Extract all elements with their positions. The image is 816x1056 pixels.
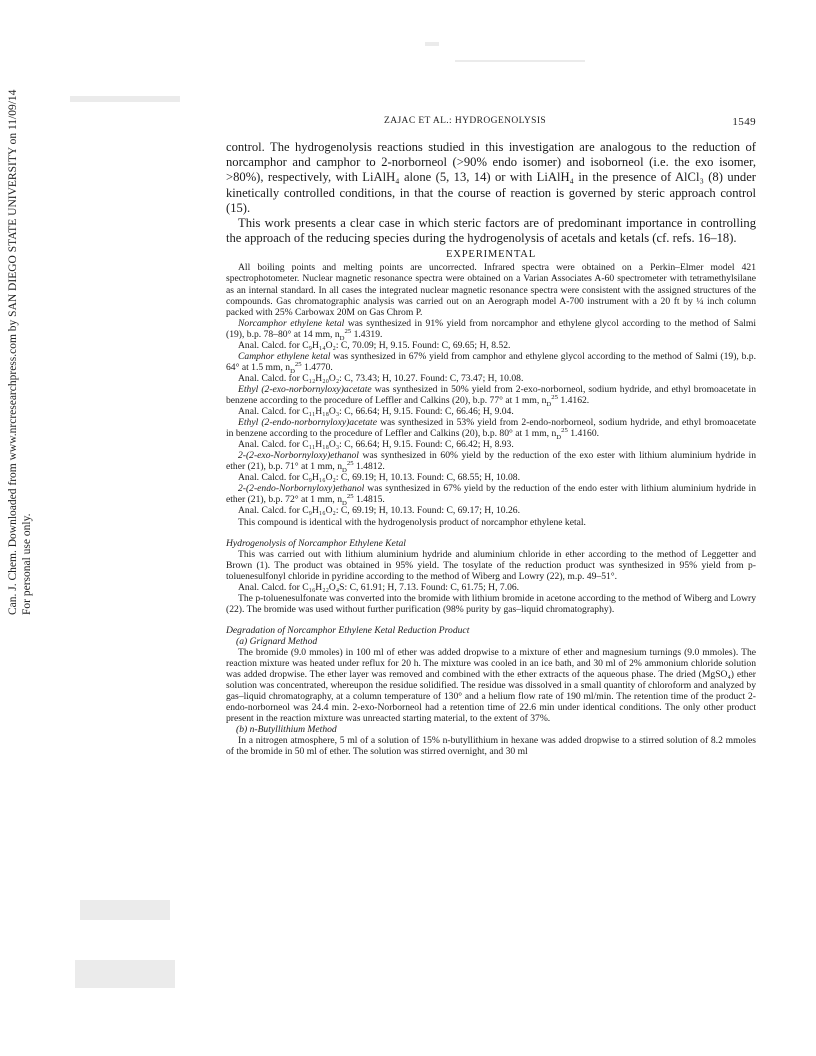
section-heading-hydrogenolysis: Hydrogenolysis of Norcamphor Ethylene Ketal <box>226 537 406 549</box>
general-methods: All boiling points and melting points are uncorrected. Infrared spectra were obtained on a Perkin–Elmer model 421 spectrophotometer. Nuclear magnetic resonance spectra were obtained on a Varian Associates A-60 spectrometer with tetramethylsilane as an internal standard. In all cases the integrated nuclear magnetic resonance spectra were consistent with the assigned structures of the compounds. Gas chromatographic analysis was carried out on an Aerograph model A-700 instrument with a 20 ft by ¼ inch column packed with 25% Carbowax 20M on Gas Chrom P. <box>226 262 756 318</box>
compound-name: Camphor ethylene ketal <box>238 350 331 362</box>
subsection-heading-b: (b) n-Butyllithium Method <box>236 724 337 736</box>
running-head: ZAJAC ET AL.: HYDROGENOLYSIS <box>384 116 547 126</box>
compound-prep: was synthesized in 67% yield from camphor and ethylene glycol according to the method of Salmi (19), b.p. 64° at 1.5 mm, n <box>226 350 756 373</box>
scan-speck <box>80 900 170 920</box>
compound-analysis: Anal. Calcd. for C₉H₁₆O₂: C, 69.19; H, 10.13. Found: C, 69.17; H, 10.26. <box>238 505 520 517</box>
compound-entry: 2-(2-endo-Norbornyloxy)ethanol was synthesized in 67% yield by the reduction of the endo ester with lithium aluminium hydride in ether (21), b.p. 72° at 1 mm, $n_D^{25}$ 1.4815. Anal. Calcd. for C₉H₁₆O₂: C, 69.19; H, 10.13. Found: C, 69.17; H, 10.26. This compound is identical with the hydrogenolysis product of norcamphor ethylene ketal. <box>226 483 756 528</box>
subsection-heading-a: (a) Grignard Method <box>236 635 318 647</box>
watermark-line-1: Can. J. Chem. Downloaded from www.nrcresearchpress.com by SAN DIEGO STATE UNIVERSITY on 11/09/14 <box>7 89 19 615</box>
section-heading-degradation: Degradation of Norcamphor Ethylene Ketal Reduction Product <box>226 624 470 636</box>
compound-name: Ethyl (2-endo-norbornyloxy)acetate <box>238 417 377 429</box>
butyllithium-paragraph: In a nitrogen atmosphere, 5 ml of a solution of 15% n-butyllithium in hexane was added dropwise to a stirred solution of 8.2 mmoles of the bromide in 50 ml of ether. The solution was stirred overnight, and 30 ml <box>226 735 756 758</box>
scan-speck <box>75 960 175 988</box>
compound-name: Norcamphor ethylene ketal <box>238 317 345 329</box>
compound-name: 2-(2-exo-Norbornyloxy)ethanol <box>238 450 359 462</box>
scan-speck <box>70 96 180 102</box>
hydrogenolysis-paragraph-2: The p-toluenesulfonate was converted into the bromide with lithium bromide in acetone according to the method of Wiberg and Lowry (22). The bromide was used without further purification (98% purity by gas–liquid chromatography). <box>226 592 756 615</box>
compound-analysis: Anal. Calcd. for C₉H₁₆O₂: C, 69.19; H, 10.13. Found: C, 68.55; H, 10.08. <box>238 472 520 484</box>
compound-prep: was synthesized in 91% yield from norcamphor and ethylene glycol according to the method of Salmi (19), b.p. 78–80° at 14 mm, n <box>226 317 756 340</box>
section-heading-experimental: EXPERIMENTAL <box>446 249 536 261</box>
article-body <box>226 140 756 757</box>
intro-paragraph-2: This work presents a clear case in which steric factors are of predominant importance in controlling the approach of the reducing species during the hydrogenolysis of acetals and ketals (cf. refs. 16–18). <box>226 216 756 246</box>
scan-speck <box>425 42 439 46</box>
compound-analysis: Anal. Calcd. for C₉H₁₄O₂: C, 70.09; H, 9.15. Found: C, 69.65; H, 8.52. <box>238 339 511 351</box>
grignard-paragraph: The bromide (9.0 mmoles) in 100 ml of ether was added dropwise to a mixture of ether and magnesium turnings (9.0 mmoles). The reaction mixture was heated under reflux for 20 h. The mixture was cooled in an ice bath, and 30 ml of 2% ammonium chloride solution was added dropwise. The ether layer was removed and combined with the ether extracts of the aqueous phase. The dried (MgSO₄) ether solution was concentrated, whereupon the residue solidified. The residue was dissolved in a small quantity of chloroform and analyzed by gas–liquid chromatography, at a column temperature of 130° and a helium flow rate of 190 ml/min. The retention time of the product 2-endo-norborneol was 24.4 min. 2-exo-Norborneol had a retention time of 22.6 min under identical conditions. The only other product present in the reaction mixture was unreacted starting material, to the extent of 37%. <box>226 646 756 725</box>
compound-prep: was synthesized in 60% yield by the reduction of the exo ester with lithium aluminium hydride in ether (21), b.p. 71° at 1 mm, n <box>226 450 756 473</box>
compound-prep: was synthesized in 67% yield by the reduction of the endo ester with lithium aluminium hydride in ether (21), b.p. 72° at 1 mm, n <box>226 483 756 506</box>
compound-analysis: Anal. Calcd. for C₁₁H₁₈O₃: C, 66.64; H, 9.15. Found: C, 66.46; H, 9.04. <box>238 406 514 418</box>
compound-note: This compound is identical with the hydrogenolysis product of norcamphor ethylene ketal. <box>238 516 586 528</box>
compound-entry: Ethyl (2-endo-norbornyloxy)acetate was synthesized in 53% yield from 2-endo-norborneol, sodium hydride, and ethyl bromoacetate in benzene according to the procedure of Leffler and Calkins (20), b.p. 80° at 1 mm, $n_D^{25}$ 1.4160. Anal. Calcd. for C₁₁H₁₈O₃: C, 66.64; H, 9.15. Found: C, 66.42; H, 8.93. <box>226 417 756 451</box>
scan-speck <box>455 60 585 62</box>
compound-entry: 2-(2-exo-Norbornyloxy)ethanol was synthesized in 60% yield by the reduction of the exo ester with lithium aluminium hydride in ether (21), b.p. 71° at 1 mm, $n_D^{25}$ 1.4812. Anal. Calcd. for C₉H₁₆O₂: C, 69.19; H, 10.13. Found: C, 68.55; H, 10.08. <box>226 450 756 484</box>
compound-list <box>226 318 756 528</box>
compound-analysis: Anal. Calcd. for C₁₁H₁₈O₃: C, 66.64; H, 9.15. Found: C, 66.42; H, 8.93. <box>238 439 514 451</box>
compound-entry: Ethyl (2-exo-norbornyloxy)acetate was synthesized in 50% yield from 2-exo-norborneol, sodium hydride, and ethyl bromoacetate in benzene according to the procedure of Leffler and Calkins (20), b.p. 77° at 1 mm, $n_D^{25}$ 1.4162. Anal. Calcd. for C₁₁H₁₈O₃: C, 66.64; H, 9.15. Found: C, 66.46; H, 9.04. <box>226 383 756 418</box>
compound-name: 2-(2-endo-Norbornyloxy)ethanol <box>238 483 365 495</box>
page-number: 1549 <box>732 116 756 128</box>
compound-analysis: Anal. Calcd. for C₁₂H₂₀O₂: C, 73.43; H, 10.27. Found: C, 73.47; H, 10.08. <box>238 372 524 384</box>
intro-paragraph-1: control. The hydrogenolysis reactions studied in this investigation are analogous to the reduction of norcamphor and camphor to 2-norborneol (>90% endo isomer) and isoborneol (i.e. the exo isomer, >80%), respectively, with LiAlH₄ alone (5, 13, 14) or with LiAlH₄ in the presence of AlCl₃ (8) under kinetically controlled conditions, in that the course of reaction is governed by steric approach control (15). <box>226 140 756 215</box>
compound-name: Ethyl (2-exo-norbornyloxy)acetate <box>238 383 372 395</box>
compound-prep: was synthesized in 53% yield from 2-endo-norborneol, sodium hydride, and ethyl bromoacetate in benzene according to the procedure of Leffler and Calkins (20), b.p. 80° at 1 mm, n <box>226 417 756 440</box>
download-watermark <box>2 89 46 615</box>
hydrogenolysis-analysis: Anal. Calcd. for C₁₆H₂₂O₄S: C, 61.91; H, 7.13. Found: C, 61.75; H, 7.06. <box>238 581 520 593</box>
compound-prep: was synthesized in 50% yield from 2-exo-norborneol, sodium hydride, and ethyl bromoacetate in benzene according to the procedure of Leffler and Calkins (20), b.p. 77° at 1 mm, n <box>226 383 756 406</box>
watermark-line-2: For personal use only. <box>21 513 33 615</box>
compound-entry: Norcamphor ethylene ketal was synthesized in 91% yield from norcamphor and ethylene glycol according to the method of Salmi (19), b.p. 78–80° at 14 mm, $n_D^{25}$ 1.4319. Anal. Calcd. for C₉H₁₄O₂: C, 70.09; H, 9.15. Found: C, 69.65; H, 8.52. <box>226 317 756 351</box>
compound-entry: Camphor ethylene ketal was synthesized in 67% yield from camphor and ethylene glycol according to the method of Salmi (19), b.p. 64° at 1.5 mm, $n_D^{25}$ 1.4770. Anal. Calcd. for C₁₂H₂₀O₂: C, 73.43; H, 10.27. Found: C, 73.47; H, 10.08. <box>226 350 756 384</box>
hydrogenolysis-paragraph-1: This was carried out with lithium aluminium hydride and aluminium chloride in ether according to the method of Leggetter and Brown (1). The product was obtained in 95% yield. The tosylate of the reduction product was synthesized in 95% yield from p-toluenesulfonyl chloride in pyridine according to the method of Wiberg and Lowry (22), m.p. 49–51°. <box>226 548 756 582</box>
